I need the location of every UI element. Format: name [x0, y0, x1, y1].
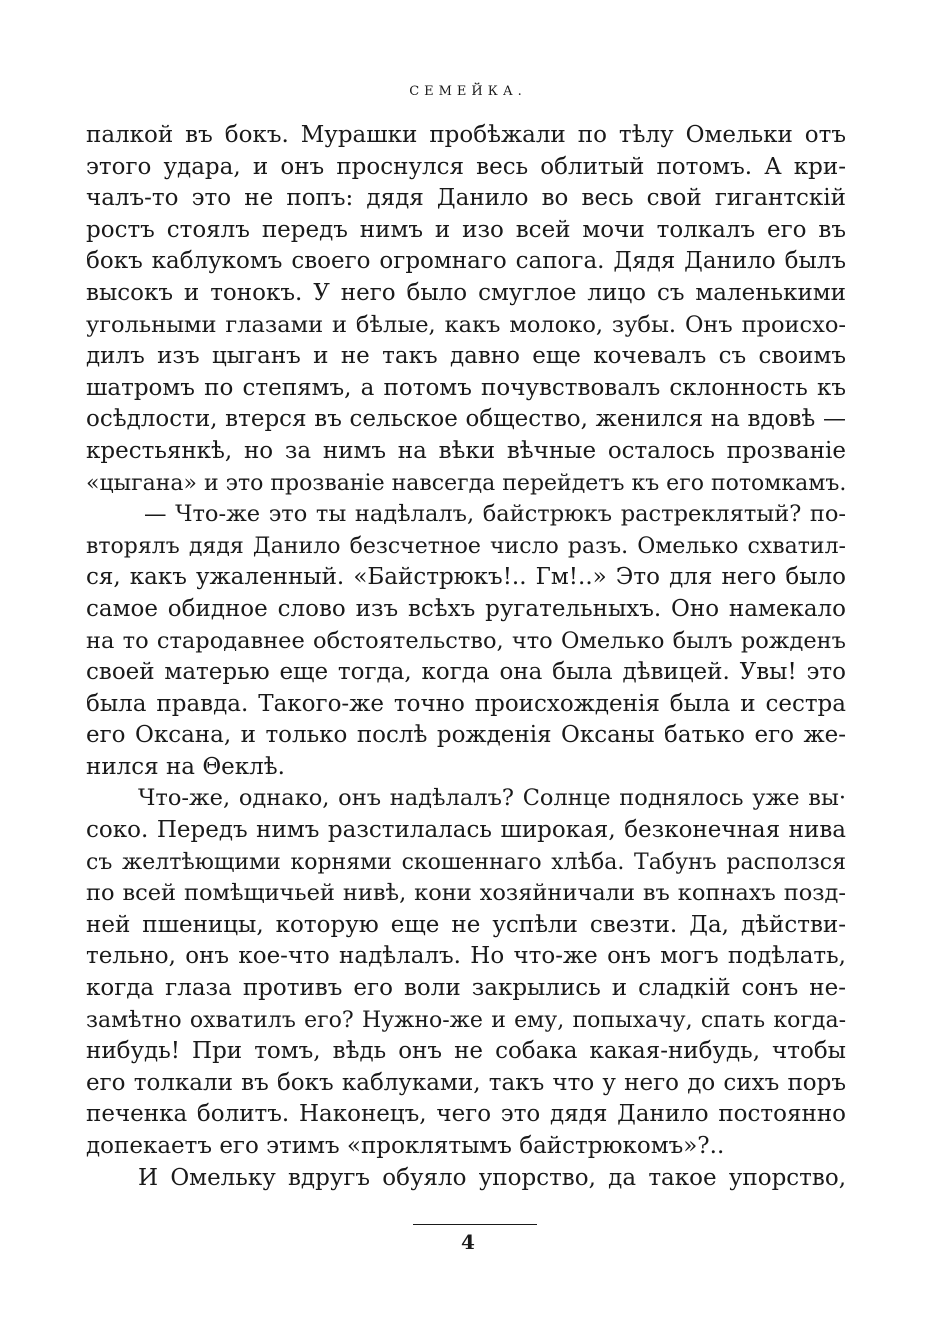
text-line: соко. Передъ нимъ разстилалась широкая, безконечная нива: [86, 817, 846, 844]
text-line: нибудь! При томъ, вѣдь онъ не собака какая-нибудь, чтобы: [86, 1038, 846, 1065]
text-line: замѣтно охватилъ его? Нужно-же и ему, попыхачу, спать когда-: [86, 1007, 846, 1033]
text-line: когда глаза противъ его воли закрылись и сладкiй сонъ не-: [86, 975, 846, 1002]
paragraph-start-line: И Омельку вдругъ обуяло упорство, да такое упорство,: [138, 1164, 846, 1191]
text-line: была правда. Такого-же точно происхожденiя была и сестра: [86, 690, 846, 717]
text-line: ростъ стоялъ передъ нимъ и изо всей мочи толкалъ его въ: [86, 216, 846, 243]
text-line: его Оксана, и только послѣ рожденiя Оксаны батько его же-: [86, 722, 846, 749]
body-text: [86, 120, 846, 1194]
text-line: крестьянкѣ, но за нимъ на вѣки вѣчные осталось прозванiе: [86, 437, 846, 464]
text-line: чалъ-то это не попъ: дядя Данило во весь свой гигантскiй: [86, 185, 846, 212]
text-line: угольными глазами и бѣлые, какъ молоко, зубы. Онъ происхо-: [86, 311, 846, 338]
text-line: этого удара, и онъ проснулся весь облитый потомъ. А кри-: [86, 153, 846, 180]
running-title: СЕМЕЙКА.: [409, 84, 527, 99]
paragraph-end-line: допекаетъ его этимъ «проклятымъ байстрюкомъ»?..: [86, 1133, 725, 1159]
text-line: осѣдлости, втерся въ сельское общество, женился на вдовѣ —: [86, 406, 846, 433]
text-line: палкой въ бокъ. Мурашки пробѣжали по тѣлу Омельки отъ: [86, 122, 846, 148]
paragraph-start-line: — Что-же это ты надѣлалъ, байстрюкъ растреклятый? по-: [144, 501, 846, 528]
paragraph-end-line: нился на Θеклѣ.: [86, 753, 285, 780]
text-line: шатромъ по степямъ, а потомъ почувствовалъ склонность къ: [86, 374, 846, 401]
paragraph-start-line: Что-же, однако, онъ надѣлалъ? Солнце поднялось уже вы·: [138, 785, 846, 812]
page-number: 4: [461, 1230, 475, 1254]
text-line: его толкали въ бокъ каблуками, такъ что у него до сихъ поръ: [86, 1069, 846, 1096]
text-line: бокъ каблукомъ своего огромнаго сапога. Дядя Данило былъ: [86, 248, 846, 275]
text-line: высокъ и тонокъ. У него было смуглое лицо съ маленькими: [86, 279, 846, 306]
text-line: ней пшеницы, которую еще не успѣли свезти. Да, дѣйстви-: [86, 911, 846, 938]
text-line: ся, какъ ужаленный. «Байстрюкъ!.. Гм!..» Это для него было: [86, 564, 846, 591]
text-line: печенка болитъ. Наконецъ, чего это дядя Данило постоянно: [86, 1101, 846, 1128]
text-line: «цыгана» и это прозванiе навсегда перейдетъ къ его потомкамъ.: [86, 470, 846, 496]
text-line: по всей помѣщичьей нивѣ, кони хозяйничали въ копнахъ позд-: [86, 880, 846, 907]
text-line: съ желтѣющими корнями скошеннаго хлѣба. Табунъ расползся: [86, 849, 846, 875]
text-line: дилъ изъ цыганъ и не такъ давно еще кочевалъ съ своимъ: [86, 343, 846, 370]
text-line: на то стародавнее обстоятельство, что Омелько былъ рожденъ: [86, 627, 846, 654]
text-line: своей матерью еще тогда, когда она была дѣвицей. Увы! это: [86, 659, 846, 686]
footer-rule: [413, 1224, 537, 1225]
text-line: вторялъ дядя Данило безсчетное число разъ. Омелько схватил-: [86, 533, 846, 559]
text-line: тельно, онъ кое-что надѣлалъ. Но что-же онъ могъ подѣлать,: [86, 943, 846, 970]
text-line: самое обидное слово изъ всѣхъ ругательныхъ. Оно намекало: [86, 595, 846, 622]
